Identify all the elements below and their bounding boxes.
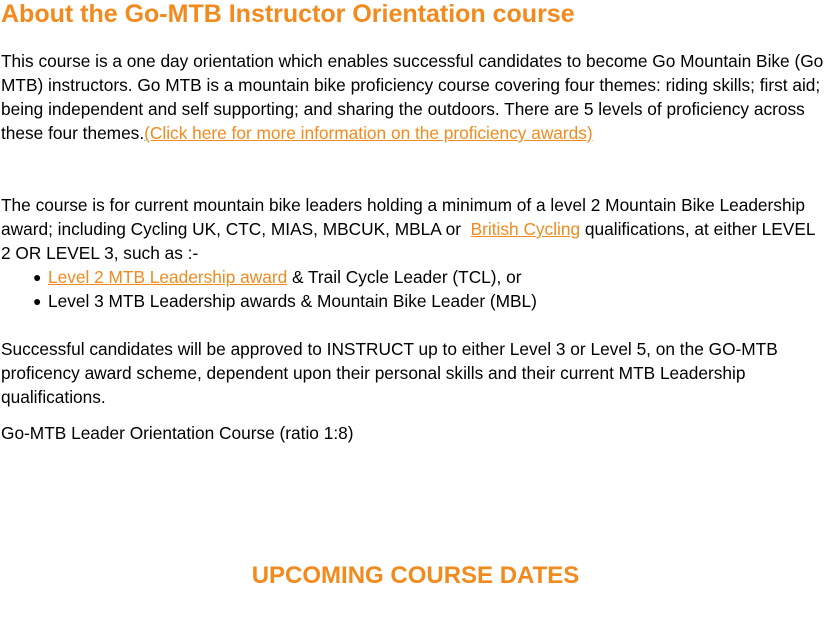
list-item-text: Level 3 MTB Leadership awards & Mountain Bike Leader (MBL) <box>48 291 537 311</box>
upcoming-dates-heading: UPCOMING COURSE DATES <box>251 562 580 589</box>
requirements-text-after: qualifications, at either LEVEL 2 OR LEVEL 3, such as :- <box>1 219 815 263</box>
intro-text: This course is a one day orientation which enables successful candidates to become Go Mountain Bike (Go MTB) instructors. Go MTB is a mountain bike proficiency course covering four themes: riding skills; first aid; being independent and self supporting; and sharing the outdoors. There are 5 levels of proficiency across these four themes. <box>1 51 824 143</box>
list-item-text: & Trail Cycle Leader (TCL), or <box>287 267 522 287</box>
proficiency-awards-link[interactable]: (Click here for more information on the proficiency awards) <box>144 123 593 143</box>
intro-paragraph <box>1 49 827 145</box>
requirements-paragraph <box>1 193 827 313</box>
list-item <box>33 265 827 289</box>
requirements-text-before: The course is for current mountain bike leaders holding a minimum of a level 2 Mountain Bike Leadership award; including Cycling UK, CTC, MIAS, MBCUK, MBLA or <box>1 195 810 239</box>
course-name: Go-MTB Leader Orientation Course (ratio 1:8) <box>1 423 354 443</box>
requirements-intro <box>1 193 827 265</box>
bullet-icon: ● <box>33 269 42 285</box>
british-cycling-link[interactable]: British Cycling <box>470 219 581 239</box>
outcome-paragraph: Successful candidates will be approved to INSTRUCT up to either Level 3 or Level 5, on the GO-MTB proficency award scheme, dependent upon their personal skills and their current MTB Leadership qualifications. <box>1 339 778 407</box>
list-item <box>33 289 827 313</box>
qualification-list <box>1 265 827 313</box>
level-2-leadership-link[interactable]: Level 2 MTB Leadership award <box>48 267 288 287</box>
bullet-icon: ● <box>33 293 42 309</box>
page-title: About the Go-MTB Instructor Orientation course <box>1 0 575 28</box>
